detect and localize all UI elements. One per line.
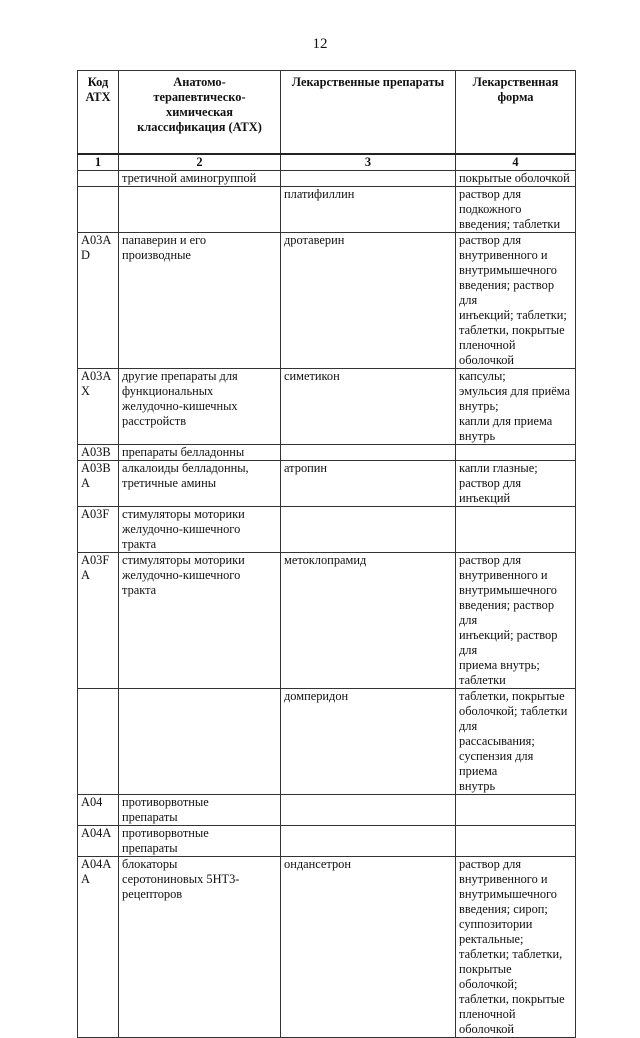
classification-cell: папаверин и его производные — [119, 233, 281, 369]
table-row — [78, 857, 576, 1038]
atx-code-cell: A03AX — [78, 369, 119, 445]
table-row — [78, 233, 576, 369]
atx-code-cell: A04A — [78, 826, 119, 857]
dosage-form-cell: раствор для внутривенного и внутримышечного введения; раствор для инъекций; раствор для приема внутрь; таблетки — [456, 553, 576, 689]
drug-name-cell — [281, 826, 456, 857]
table-row — [78, 689, 576, 795]
header-row — [78, 71, 576, 155]
column-number: 4 — [456, 154, 576, 171]
table-row — [78, 369, 576, 445]
table-row — [78, 826, 576, 857]
classification-cell: стимуляторы моторики желудочно-кишечного тракта — [119, 507, 281, 553]
dosage-form-cell — [456, 826, 576, 857]
dosage-form-cell — [456, 795, 576, 826]
header-classification: Анатомо- терапевтическо- химическая классификация (АТХ) — [119, 71, 281, 155]
table-row — [78, 187, 576, 233]
table-row — [78, 795, 576, 826]
atx-code-cell — [78, 171, 119, 187]
table-row — [78, 461, 576, 507]
drug-name-cell: симетикон — [281, 369, 456, 445]
dosage-form-cell: капсулы; эмульсия для приёма внутрь; капли для приема внутрь — [456, 369, 576, 445]
drug-name-cell — [281, 445, 456, 461]
drug-name-cell — [281, 507, 456, 553]
dosage-form-cell — [456, 445, 576, 461]
column-number-row — [78, 154, 576, 171]
atx-code-cell: A04AA — [78, 857, 119, 1038]
classification-cell: препараты белладонны — [119, 445, 281, 461]
drug-name-cell: платифиллин — [281, 187, 456, 233]
table-row — [78, 445, 576, 461]
classification-cell: блокаторы серотониновых 5HT3- рецепторов — [119, 857, 281, 1038]
drug-name-cell — [281, 171, 456, 187]
table-row — [78, 507, 576, 553]
dosage-form-cell — [456, 507, 576, 553]
atx-code-cell: A03BA — [78, 461, 119, 507]
header-drugs: Лекарственные препараты — [281, 71, 456, 155]
atx-code-cell: A03FA — [78, 553, 119, 689]
drug-name-cell — [281, 795, 456, 826]
drug-name-cell: ондансетрон — [281, 857, 456, 1038]
classification-cell: другие препараты для функциональных желудочно-кишечных расстройств — [119, 369, 281, 445]
atx-code-cell — [78, 689, 119, 795]
header-form: Лекарственная форма — [456, 71, 576, 155]
table-row — [78, 171, 576, 187]
classification-cell: стимуляторы моторики желудочно-кишечного тракта — [119, 553, 281, 689]
dosage-form-cell: покрытые оболочкой — [456, 171, 576, 187]
dosage-form-cell: таблетки, покрытые оболочкой; таблетки для рассасывания; суспензия для приема внутрь — [456, 689, 576, 795]
classification-cell — [119, 187, 281, 233]
drug-name-cell: домперидон — [281, 689, 456, 795]
classification-cell — [119, 689, 281, 795]
classification-cell: противорвотные препараты — [119, 826, 281, 857]
drug-name-cell: дротаверин — [281, 233, 456, 369]
atx-code-cell: A03F — [78, 507, 119, 553]
drug-name-cell: атропин — [281, 461, 456, 507]
column-number: 1 — [78, 154, 119, 171]
classification-cell: алкалоиды белладонны, третичные амины — [119, 461, 281, 507]
atx-code-cell: A03B — [78, 445, 119, 461]
page-number: 12 — [312, 36, 328, 52]
column-number: 3 — [281, 154, 456, 171]
dosage-form-cell: раствор для внутривенного и внутримышечного введения; сироп; суппозитории ректальные; таблетки; таблетки, покрытые оболочкой; таблетки, покрытые пленочной оболочкой — [456, 857, 576, 1038]
atx-table — [77, 70, 576, 1038]
dosage-form-cell: капли глазные; раствор для инъекций — [456, 461, 576, 507]
drug-name-cell: метоклопрамид — [281, 553, 456, 689]
atx-code-cell — [78, 187, 119, 233]
atx-code-cell: A03AD — [78, 233, 119, 369]
classification-cell: третичной аминогруппой — [119, 171, 281, 187]
column-number: 2 — [119, 154, 281, 171]
dosage-form-cell: раствор для подкожного введения; таблетки — [456, 187, 576, 233]
header-code: Код АТХ — [78, 71, 119, 155]
dosage-form-cell: раствор для внутривенного и внутримышечного введения; раствор для инъекций; таблетки; таблетки, покрытые пленочной оболочкой — [456, 233, 576, 369]
classification-cell: противорвотные препараты — [119, 795, 281, 826]
atx-code-cell: A04 — [78, 795, 119, 826]
table-row — [78, 553, 576, 689]
